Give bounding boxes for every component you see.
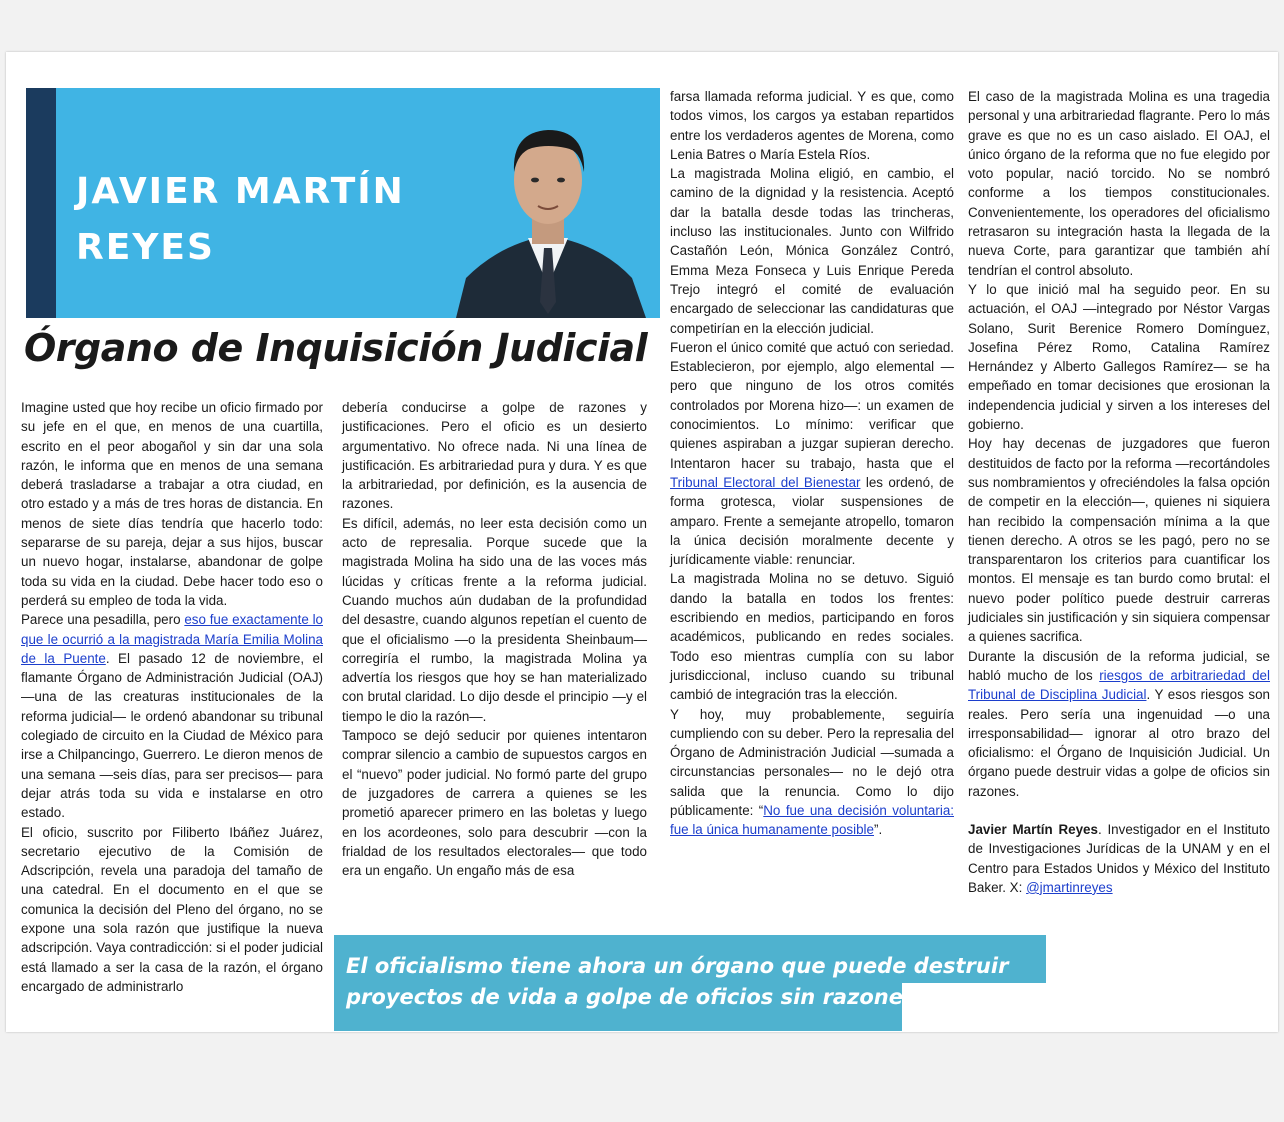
- column-1: [21, 398, 323, 996]
- paragraph: Es difícil, además, no leer esta decisión como un acto de represalia. Porque sucede que la magistrada Molina ha sido una de las voces más lúcidas y críticas frente a la reforma judicial. Cuando muchos aún dudaban de la profundidad del desastre, cuando algunos repetían el cuento de que el oficialismo —o la presidenta Sheinbaum— corregiría el rumbo, la magistrada Molina ya advertía los riesgos que hoy se han materializado con brutal claridad. Lo dijo desde el principio —y el tiempo le dio la razón—.: [342, 515, 647, 724]
- headline: Órgano de Inquisición Judicial: [24, 326, 648, 370]
- twitter-handle-link[interactable]: @jmartinreyes: [1026, 879, 1113, 895]
- paragraph: La magistrada Molina eligió, en cambio, el camino de la dignidad y la resistencia. Aceptó dar la batalla desde todas las trincheras, incluso las institucionales. Junto con Wilfrido Castañón León, Mónica González Contró, Emma Meza Fonseca y Luis Enrique Pereda Trejo integró el comité de evaluación encargado de seleccionar las candidaturas que competirían en la elección judicial.: [670, 166, 954, 336]
- author-banner: [26, 88, 660, 318]
- pullquote-text: El oficialismo tiene ahora un órgano que puede destruir proyectos de vida a golpe de oficios sin razones: [346, 954, 1009, 1009]
- author-name-line1: JAVIER MARTÍN: [76, 171, 405, 212]
- paragraph: Parece una pesadilla, pero eso fue exactamente lo que le ocurrió a la magistrada María Emilia Molina de la Puente. El pasado 12 de noviembre, el flamante Órgano de Administración Judicial (OAJ) —una de las creaturas institucionales de la reforma judicial— le ordenó abandonar su tribunal colegiado de circuito en la Ciudad de México para irse a Chilpancingo, Guerrero. Le dieron menos de una semana —seis días, para ser precisos— para dejar atrás toda su vida e instalarse en otro estado.: [21, 612, 323, 821]
- link-magistrada-molina[interactable]: eso fue exactamente lo que le ocurrió a la magistrada María Emilia Molina de la Puente: [21, 612, 323, 666]
- link-tribunal-disciplina[interactable]: riesgos de arbitrariedad del Tribunal de Disciplina Judicial: [968, 667, 1270, 703]
- column-2: [342, 398, 647, 880]
- paragraph: Durante la discusión de la reforma judicial, se habló mucho de los riesgos de arbitrariedad del Tribunal de Disciplina Judicial. Y esos riesgos son reales. Pero sería una ingenuidad —o una irresponsabilidad— ignorar al otro brazo del oficialismo: el Órgano de Inquisición Judicial. Un órgano puede destruir vidas a golpe de oficios sin razones.: [968, 648, 1270, 799]
- paragraph: Hoy hay decenas de juzgadores que fueron destituidos de facto por la reforma —recortándoles sus nombramientos y ofreciéndoles la falsa opción de competir en la elección—, quienes ni siquiera han recibido la compensación mínima a la que tienen derecho. A otros se les pagó, pero no se transparentaron los criterios para cuantificar los montos. El mensaje es tan burdo como brutal: el nuevo poder político puede destruir carreras judiciales sin justificación y sin siquiera compensar a quienes sacrifica.: [968, 436, 1270, 645]
- column-4: [968, 87, 1270, 897]
- author-bio: Javier Martín Reyes. Investigador en el Instituto de Investigaciones Jurídicas de la UNAM y en el Centro para Estados Unidos y México del Instituto Baker. X: @jmartinreyes: [968, 821, 1271, 895]
- paragraph: debería conducirse a golpe de razones y justificaciones. Pero el oficio es un desierto argumentativo. No ofrece nada. Ni una línea de justificación. Es arbitrariedad pura y dura. Y es que la arbitrariedad, por definición, es la ausencia de razones.: [342, 400, 647, 512]
- paragraph: Imagine usted que hoy recibe un oficio firmado por su jefe en el que, en menos de una cuartilla, escrito en el peor abogañol y sin dar una sola razón, le informa que en menos de una semana deberá trasladarse a trabajar a otra ciudad, en otro estado y a más de tres horas de distancia. En menos de siete días tendría que hacerlo todo: separarse de su pareja, dejar a sus hijos, buscar un nuevo hogar, instalarse, abandonar de golpe toda su vida en la ciudad. Debe hacer todo eso o perderá su empleo de toda la vida.: [21, 400, 323, 608]
- paragraph: Tampoco se dejó seducir por quienes intentaron comprar silencio a cambio de supuestos cargos en el “nuevo” poder judicial. No formó parte del grupo de juzgadores de carrera a quienes se les prometió aparecer primero en las boletas y luego en los acordeones, solo para descubrir —con la frialdad de los resultados electorales— que todo era un engaño. Un engaño más de esa: [342, 728, 647, 879]
- pull-quote: [334, 935, 1046, 1031]
- bio-author-name: Javier Martín Reyes: [968, 821, 1098, 837]
- paragraph: Y hoy, muy probablemente, seguiría cumpliendo con su deber. Pero la represalia del Órgano de Administración Judicial —sumada a circunstancias personales— no le dejó otra salida que la renuncia. Como lo dijo públicamente: “No fue una decisión voluntaria: fue la única humanamente posible”.: [670, 706, 954, 838]
- paragraph: El caso de la magistrada Molina es una tragedia personal y una arbitrariedad flagrante. Pero lo más grave es que no es un caso aislado. El OAJ, el único órgano de la reforma que no fue elegido por voto popular, nació torcido. No se nombró conforme a los tiempos constitucionales. Convenientemente, los operadores del oficialismo retrasaron su integración hasta la llegada de la nueva Corte, para garantizar que también ahí tendrían el control absoluto.: [968, 89, 1270, 278]
- author-name-banner: [76, 164, 436, 276]
- author-portrait: [436, 88, 660, 318]
- column-3: [670, 87, 954, 840]
- banner-stripe: [26, 88, 56, 318]
- paragraph: Y lo que inició mal ha seguido peor. En su actuación, el OAJ —integrado por Néstor Vargas Solano, Surit Berenice Romero Domínguez, Josefina Pérez Romo, Catalina Ramírez Hernández y Alberto Gallegos Ramírez— se ha empeñado en tomar decisiones que erosionan la independencia judicial y sirven a los intereses del gobierno.: [968, 281, 1270, 433]
- paragraph: farsa llamada reforma judicial. Y es que, como todos vimos, los cargos ya estaban repartidos entre los verdaderos agentes de Morena, como Lenia Batres o María Estela Ríos.: [670, 89, 954, 162]
- author-name-line2: REYES: [76, 227, 215, 268]
- paragraph: Fueron el único comité que actuó con seriedad. Establecieron, por ejemplo, algo elemental —pero que ninguno de los otros comités controlados por Morena hizo—: un examen de conocimientos. Lo mínimo: verificar que quienes aspiraban a juzgar supieran derecho. Intentaron hacer su trabajo, hasta que el Tribunal Electoral del Bienestar les ordenó, de forma grotesca, violar suspensiones de amparo. Frente a semejante atropello, tomaron la única decisión moralmente decente y jurídicamente viable: renunciar.: [670, 339, 954, 568]
- paragraph: La magistrada Molina no se detuvo. Siguió dando la batalla en todos los frentes: escribiendo en medios, participando en foros académicos, publicando en redes sociales. Todo eso mientras cumplía con su labor jurisdiccional, incluso cuando su tribunal cambió de integración tras la elección.: [670, 571, 954, 703]
- link-quote-renuncia[interactable]: No fue una decisión voluntaria: fue la única humanamente posible: [670, 802, 954, 838]
- paragraph: El oficio, suscrito por Filiberto Ibáñez Juárez, secretario ejecutivo de la Comisión de Adscripción, revela una paradoja del tamaño de una catedral. En el documento en el que se comunica la decisión del Pleno del órgano, no se expone una sola razón que justifique la nueva adscripción. Vaya contradicción: si el poder judicial está llamado a ser la casa de la razón, el órgano encargado de administrarlo: [21, 824, 323, 994]
- link-tribunal-electoral[interactable]: Tribunal Electoral del Bienestar: [670, 474, 861, 490]
